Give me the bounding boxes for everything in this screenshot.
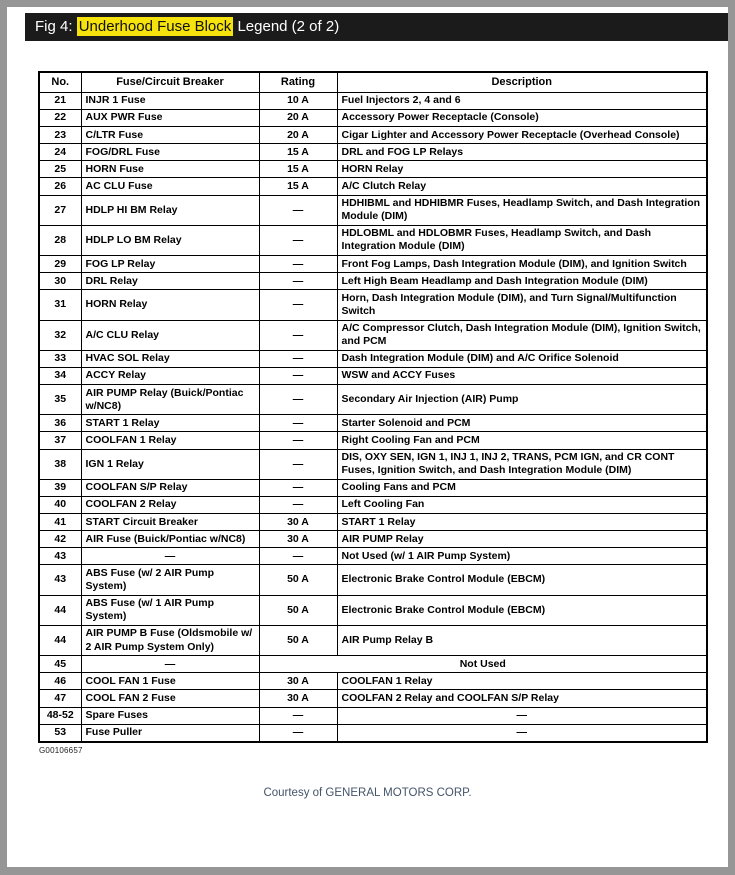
cell-fuse: ABS Fuse (w/ 1 AIR Pump System)	[81, 595, 259, 625]
cell-description: Fuel Injectors 2, 4 and 6	[337, 92, 707, 109]
cell-description: —	[337, 707, 707, 724]
cell-rating: —	[259, 479, 337, 496]
cell-fuse: FOG/DRL Fuse	[81, 144, 259, 161]
cell-fuse: Spare Fuses	[81, 707, 259, 724]
table-row	[39, 514, 707, 531]
figure-title-prefix: Fig 4:	[35, 18, 77, 35]
cell-rating: —	[259, 367, 337, 384]
cell-description: AIR Pump Relay B	[337, 625, 707, 655]
table-row	[39, 656, 707, 673]
cell-rating: —	[259, 496, 337, 513]
table-row	[39, 449, 707, 479]
cell-no: 46	[39, 673, 81, 690]
cell-no: 36	[39, 415, 81, 432]
table-row	[39, 320, 707, 350]
cell-rating: 20 A	[259, 109, 337, 126]
cell-no: 48-52	[39, 707, 81, 724]
table-row	[39, 479, 707, 496]
table-row	[39, 92, 707, 109]
cell-rating: —	[259, 225, 337, 255]
cell-rating: —	[259, 320, 337, 350]
cell-rating: 30 A	[259, 531, 337, 548]
table-row	[39, 548, 707, 565]
cell-rating: —	[259, 415, 337, 432]
cell-rating: 30 A	[259, 514, 337, 531]
cell-description: HORN Relay	[337, 161, 707, 178]
cell-description: Secondary Air Injection (AIR) Pump	[337, 385, 707, 415]
cell-fuse: HDLP HI BM Relay	[81, 195, 259, 225]
cell-fuse: COOL FAN 2 Fuse	[81, 690, 259, 707]
column-header-fuse: Fuse/Circuit Breaker	[81, 72, 259, 92]
cell-rating: —	[259, 195, 337, 225]
table-row	[39, 432, 707, 449]
cell-rating: —	[259, 350, 337, 367]
cell-fuse: C/LTR Fuse	[81, 127, 259, 144]
table-row	[39, 225, 707, 255]
cell-fuse: —	[81, 656, 259, 673]
figure-id: G00106657	[39, 745, 83, 755]
cell-no: 38	[39, 449, 81, 479]
cell-no: 31	[39, 290, 81, 320]
cell-fuse: HDLP LO BM Relay	[81, 225, 259, 255]
cell-rating: 15 A	[259, 161, 337, 178]
cell-description: Accessory Power Receptacle (Console)	[337, 109, 707, 126]
cell-description: A/C Clutch Relay	[337, 178, 707, 195]
cell-fuse: Fuse Puller	[81, 724, 259, 742]
cell-no: 43	[39, 548, 81, 565]
cell-rating: —	[259, 449, 337, 479]
cell-fuse: AUX PWR Fuse	[81, 109, 259, 126]
table-row	[39, 109, 707, 126]
cell-no: 40	[39, 496, 81, 513]
table-row	[39, 290, 707, 320]
fuse-table-body	[39, 92, 707, 742]
cell-description: Horn, Dash Integration Module (DIM), and Turn Signal/Multifunction Switch	[337, 290, 707, 320]
cell-description: Front Fog Lamps, Dash Integration Module (DIM), and Ignition Switch	[337, 256, 707, 273]
cell-fuse: AC CLU Fuse	[81, 178, 259, 195]
header-row	[39, 72, 707, 92]
cell-fuse: COOLFAN S/P Relay	[81, 479, 259, 496]
figure-title-bar	[25, 13, 728, 41]
table-row	[39, 531, 707, 548]
cell-no: 25	[39, 161, 81, 178]
cell-fuse: COOLFAN 2 Relay	[81, 496, 259, 513]
cell-description: Electronic Brake Control Module (EBCM)	[337, 595, 707, 625]
cell-description: Starter Solenoid and PCM	[337, 415, 707, 432]
cell-description: WSW and ACCY Fuses	[337, 367, 707, 384]
cell-rating: 50 A	[259, 625, 337, 655]
cell-description: HDHIBML and HDHIBMR Fuses, Headlamp Switch, and Dash Integration Module (DIM)	[337, 195, 707, 225]
table-row	[39, 350, 707, 367]
cell-fuse: DRL Relay	[81, 273, 259, 290]
table-row	[39, 178, 707, 195]
cell-description: —	[337, 724, 707, 742]
cell-fuse: AIR PUMP B Fuse (Oldsmobile w/ 2 AIR Pump System Only)	[81, 625, 259, 655]
table-row	[39, 415, 707, 432]
cell-no: 32	[39, 320, 81, 350]
table-row	[39, 724, 707, 742]
cell-fuse: HORN Relay	[81, 290, 259, 320]
cell-description: Right Cooling Fan and PCM	[337, 432, 707, 449]
cell-fuse: —	[81, 548, 259, 565]
figure-title-suffix: Legend (2 of 2)	[233, 18, 340, 35]
cell-no: 33	[39, 350, 81, 367]
cell-description: COOLFAN 1 Relay	[337, 673, 707, 690]
cell-no: 45	[39, 656, 81, 673]
cell-no: 26	[39, 178, 81, 195]
table-row	[39, 625, 707, 655]
cell-rating: —	[259, 707, 337, 724]
table-row	[39, 256, 707, 273]
cell-no: 35	[39, 385, 81, 415]
cell-rating: —	[259, 273, 337, 290]
column-header-description: Description	[337, 72, 707, 92]
table-row	[39, 367, 707, 384]
cell-no: 23	[39, 127, 81, 144]
cell-no: 39	[39, 479, 81, 496]
cell-description: Left Cooling Fan	[337, 496, 707, 513]
document-page	[7, 7, 728, 867]
table-row	[39, 496, 707, 513]
cell-no: 47	[39, 690, 81, 707]
cell-rating: —	[259, 724, 337, 742]
cell-no: 53	[39, 724, 81, 742]
cell-description: A/C Compressor Clutch, Dash Integration Module (DIM), Ignition Switch, and PCM	[337, 320, 707, 350]
cell-description: HDLOBML and HDLOBMR Fuses, Headlamp Switch, and Dash Integration Module (DIM)	[337, 225, 707, 255]
cell-no: 42	[39, 531, 81, 548]
cell-rating: —	[259, 432, 337, 449]
cell-fuse: START 1 Relay	[81, 415, 259, 432]
cell-fuse: AIR Fuse (Buick/Pontiac w/NC8)	[81, 531, 259, 548]
cell-no: 28	[39, 225, 81, 255]
cell-description: COOLFAN 2 Relay and COOLFAN S/P Relay	[337, 690, 707, 707]
table-row	[39, 273, 707, 290]
cell-description: DIS, OXY SEN, IGN 1, INJ 1, INJ 2, TRANS, PCM IGN, and CR CONT Fuses, Ignition Switch, and Dash Integration Module (DIM)	[337, 449, 707, 479]
cell-fuse: START Circuit Breaker	[81, 514, 259, 531]
table-row	[39, 161, 707, 178]
cell-rating: 10 A	[259, 92, 337, 109]
courtesy-line: Courtesy of GENERAL MOTORS CORP.	[263, 786, 472, 799]
figure-title-highlight: Underhood Fuse Block	[78, 18, 232, 35]
cell-rating: 50 A	[259, 595, 337, 625]
table-row	[39, 385, 707, 415]
cell-description: Left High Beam Headlamp and Dash Integration Module (DIM)	[337, 273, 707, 290]
cell-rating: 15 A	[259, 178, 337, 195]
cell-no: 34	[39, 367, 81, 384]
cell-description-merged: Not Used	[259, 656, 707, 673]
cell-fuse: A/C CLU Relay	[81, 320, 259, 350]
cell-no: 43	[39, 565, 81, 595]
fuse-table	[38, 71, 708, 743]
cell-fuse: INJR 1 Fuse	[81, 92, 259, 109]
cell-no: 27	[39, 195, 81, 225]
column-header-rating: Rating	[259, 72, 337, 92]
cell-description: Not Used (w/ 1 AIR Pump System)	[337, 548, 707, 565]
cell-rating: 30 A	[259, 673, 337, 690]
cell-no: 21	[39, 92, 81, 109]
cell-fuse: COOLFAN 1 Relay	[81, 432, 259, 449]
table-row	[39, 565, 707, 595]
cell-description: Cigar Lighter and Accessory Power Receptacle (Overhead Console)	[337, 127, 707, 144]
cell-no: 22	[39, 109, 81, 126]
table-row	[39, 127, 707, 144]
cell-rating: 20 A	[259, 127, 337, 144]
table-row	[39, 707, 707, 724]
fuse-table-container	[38, 71, 708, 755]
cell-description: Cooling Fans and PCM	[337, 479, 707, 496]
cell-fuse: HORN Fuse	[81, 161, 259, 178]
cell-rating: 50 A	[259, 565, 337, 595]
cell-rating: 30 A	[259, 690, 337, 707]
cell-rating: —	[259, 290, 337, 320]
cell-fuse: COOL FAN 1 Fuse	[81, 673, 259, 690]
table-row	[39, 690, 707, 707]
table-row	[39, 195, 707, 225]
cell-no: 30	[39, 273, 81, 290]
cell-fuse: FOG LP Relay	[81, 256, 259, 273]
cell-rating: 15 A	[259, 144, 337, 161]
cell-fuse: AIR PUMP Relay (Buick/Pontiac w/NC8)	[81, 385, 259, 415]
fuse-table-head	[39, 72, 707, 92]
table-row	[39, 595, 707, 625]
cell-rating: —	[259, 256, 337, 273]
cell-description: START 1 Relay	[337, 514, 707, 531]
cell-fuse: ACCY Relay	[81, 367, 259, 384]
cell-rating: —	[259, 385, 337, 415]
cell-no: 29	[39, 256, 81, 273]
cell-description: AIR PUMP Relay	[337, 531, 707, 548]
cell-no: 44	[39, 625, 81, 655]
cell-description: Dash Integration Module (DIM) and A/C Orifice Solenoid	[337, 350, 707, 367]
cell-description: DRL and FOG LP Relays	[337, 144, 707, 161]
cell-no: 41	[39, 514, 81, 531]
cell-no: 37	[39, 432, 81, 449]
cell-rating: —	[259, 548, 337, 565]
table-row	[39, 673, 707, 690]
column-header-no: No.	[39, 72, 81, 92]
cell-no: 44	[39, 595, 81, 625]
table-row	[39, 144, 707, 161]
cell-fuse: ABS Fuse (w/ 2 AIR Pump System)	[81, 565, 259, 595]
cell-no: 24	[39, 144, 81, 161]
cell-description: Electronic Brake Control Module (EBCM)	[337, 565, 707, 595]
cell-fuse: HVAC SOL Relay	[81, 350, 259, 367]
cell-fuse: IGN 1 Relay	[81, 449, 259, 479]
